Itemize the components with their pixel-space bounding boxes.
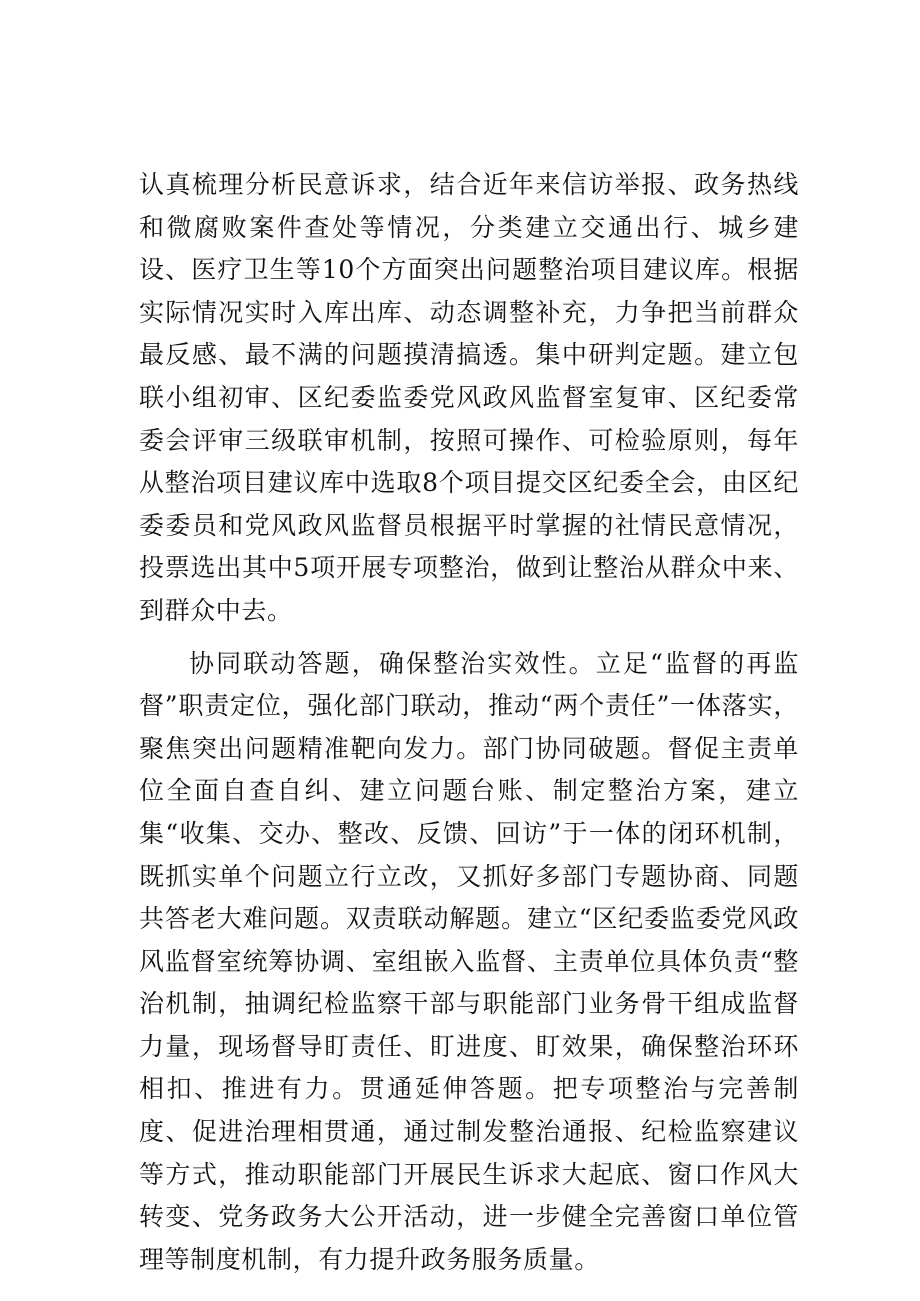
paragraph-project-selection: 认真梳理分析民意诉求，结合近年来信访举报、政务热线和微腐败案件查处等情况，分类建立交通出行、城乡建设、医疗卫生等10个方面突出问题整治项目建议库。根据实际情况实时入库出库、动态调整补充，力争把当前群众最反感、最不满的问题摸清搞透。集中研判定题。建立包联小组初审、区纪委监委党风政风监督室复审、区纪委常委会评审三级联审机制，按照可操作、可检验原则，每年从整治项目建议库中选取8个项目提交区纪委全会，由区纪委委员和党风政风监督员根据平时掌握的社情民意情况，投票选出其中5项开展专项整治，做到让整治从群众中来、到群众中去。 [139,170,799,625]
body-text [139,164,799,1281]
paragraph-coordinated-rectification: 协同联动答题，确保整治实效性。立足“监督的再监督”职责定位，强化部门联动，推动“两个责任”一体落实，聚焦突出问题精准靶向发力。部门协同破题。督促主责单位全面自查自纠、建立问题台账、制定整治方案，建立集“收集、交办、整改、反馈、回访”于一体的闭环机制，既抓实单个问题立行立改，又抓好多部门专题协商、同题共答老大难问题。双责联动解题。建立“区纪委监委党风政风监督室统筹协调、室组嵌入监督、主责单位具体负责“整治机制，抽调纪检监察干部与职能部门业务骨干组成监督力量，现场督导盯责任、盯进度、盯效果，确保整治环环相扣、推进有力。贯通延伸答题。把专项整治与完善制度、促进治理相贯通，通过制发整治通报、纪检监察建议等方式，推动职能部门开展民生诉求大起底、窗口作风大转变、党务政务大公开活动，进一步健全完善窗口单位管理等制度机制，有力提升政务服务质量。 [139,648,799,1274]
